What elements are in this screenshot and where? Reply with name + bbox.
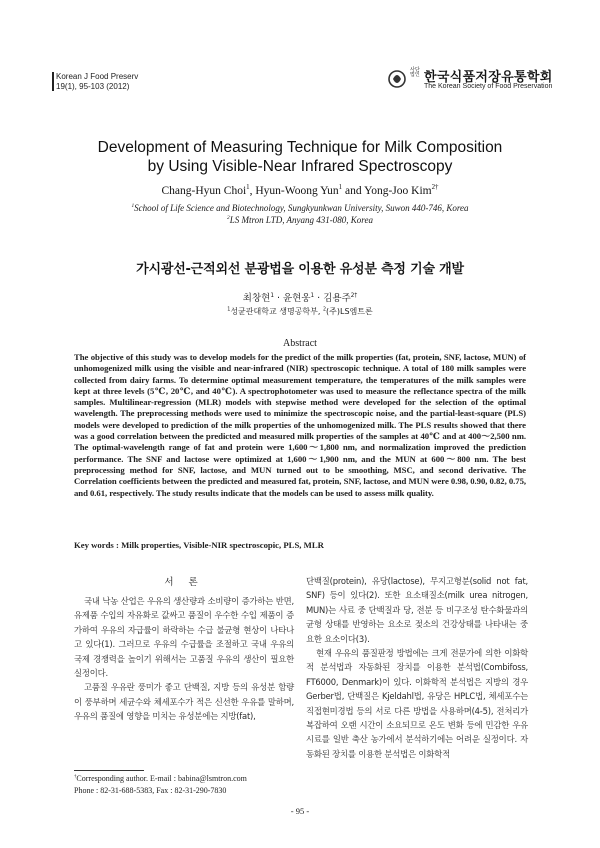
- author-2: Hyun-Woong Yun: [255, 185, 339, 197]
- paragraph: 단백질(protein), 유당(lactose), 무지고형분(solid not fat, SNF) 등이 있다(2). 또한 요소태질소(milk urea nitrogen, MUN)는 사료 중 단백질과 당, 전분 등 비구조성 탄수화물과의 균형 상태를 반영하는 요소로 젖소의 건강상태를 나타내는 중요한 요소이다(3).: [306, 576, 528, 644]
- paragraph: 고품질 우유란 풍미가 좋고 단백질, 지방 등의 유성분 함량이 풍부하며 세균수와 체세포수가 적은 신선한 우유를 말하며, 우유의 품질에 영향을 미치는 유성분에는 지방(fat),: [74, 682, 294, 722]
- korean-author-3: 김용주: [323, 293, 351, 304]
- author-list: [40, 185, 560, 197]
- society-name-korean: 한국식품저장유통학회: [424, 70, 553, 85]
- korean-affiliations: $^1$성균관대학교 생명공학부, $^2$(주)LS엠트론: [227, 307, 373, 316]
- author-1-mark: 1: [246, 184, 250, 192]
- title-line-1: Development of Measuring Technique for Milk Composition: [97, 139, 503, 156]
- paper-title: [40, 138, 560, 176]
- author-separator: ,: [249, 185, 256, 197]
- journal-volume: 19(1), 95-103 (2012): [56, 82, 130, 91]
- keywords-list: Milk properties, Visible-NIR spectroscopic, PLS, MLR: [121, 540, 324, 550]
- korean-author-2: 윤현웅: [283, 293, 311, 304]
- affiliation-2-mark: 2: [227, 214, 230, 221]
- korean-author-list: 최창현$^1$ · 윤현웅$^1$ · 김용주$^{2\dagger}$: [242, 292, 358, 304]
- paragraph: 현재 우유의 품질판정 방법에는 크게 전문가에 의한 이화학적 분석법과 자동화된 장치를 이용한 분석법(Combifoss, FT6000, Denmark)이 있다. 이화학적 분석법은 지방의 경우 Gerber법, 단백질은 Kjeldahl법, 유당은 HPLC법, 체세포수는 직접현미경법 등의 서로 다른 방법을 사용하며(4-5), 전처리가 복잡하여 오랜 시간이 소요되므로 온도 변화 등에 민감한 우유 시료를 일반 축산 농가에서 분석하기에는 어려운 실정이다. 자동화된 장치를 이용한 분석법은 이화학적: [306, 648, 528, 759]
- affiliations: [40, 203, 560, 226]
- body-column-right: [306, 574, 528, 761]
- contact-phone: Phone : 82-31-688-5383, Fax : 82-31-290-7830: [74, 785, 227, 795]
- society-header: [388, 66, 558, 96]
- keywords-label: Key words :: [74, 540, 122, 550]
- author-2-mark: 1: [338, 184, 343, 192]
- affiliation-1: $^1$School of Life Science and Biotechnology, Sungkyunkwan University, Suwon 440-746, Korea: [131, 203, 469, 213]
- footnote: [74, 773, 334, 796]
- affiliation-1-mark: 1: [131, 203, 135, 209]
- introduction-heading: 서 론: [164, 577, 204, 588]
- keywords: [74, 540, 526, 550]
- society-type: 사단법인: [410, 67, 420, 78]
- author-3: Yong-Joo Kim: [364, 185, 432, 197]
- korean-affiliation-1: 성균관대학교 생명공학부,: [230, 307, 323, 316]
- body-column-left: [74, 594, 294, 724]
- journal-bar: [52, 72, 54, 91]
- affiliation-2: $^2$LS Mtron LTD, Anyang 431-080, Korea: [227, 214, 373, 225]
- footnote-mark: †: [74, 774, 77, 780]
- korean-title: 가시광선-근적외선 분광법을 이용한 유성분 측정 기술 개발: [136, 262, 464, 277]
- author-1: Chang-Hyun Choi: [161, 185, 247, 197]
- abstract-text: The objective of this study was to develop models for the predict of the milk properties (fat, protein, SNF, lactose, MUN) of unhomogenized milk using the visible and near-infrared (NIR) spectroscopic technique. A total of 180 milk samples were collected from dairy farms. To determine optimal measurement temperature, the temperatures of the milk samples were kept at three levels (5℃, 20℃, and 40℃). A spectrophotometer was used to measure the reflectance spectra of the milk samples. Multilinear-regression (MLR) models with stepwise method were developed for the selection of the optimal wavelength. The preprocessing methods were used to minimize the spectroscopic noise, and the partial-least-square (PLS) models were developed to prediction of the milk properties of the unhomogenized milk. The PLS results showed that there was a good correlation between the predicted and measured milk properties of the samples at 40℃ and at 400～2,500 nm. The optimal-wavelength range of fat and protein were 1,600～1,800 nm, and normalization improved the prediction performance. The SNF and lactose were optimized at 1,600～1,900 nm, and the MUN at 600～800 nm. The best preprocessing method for SNF, lactose, and MUN turned out to be smoothing, MSC, and second derivative. The Correlation coefficients between the predicted and measured fat, protein, SNF, lactose, and MUN were 0.98, 0.90, 0.82, 0.75, and 0.61, respectively. The study results indicate that the models can be used to assess milk quality.: [74, 352, 526, 498]
- korean-affiliation-2: (주)LS엠트론: [326, 307, 373, 316]
- journal-citation: [56, 72, 138, 92]
- corresponding-author: Corresponding author. E-mail : babina@lsmtron.com: [76, 774, 247, 783]
- journal-name: Korean J Food Preserv: [56, 72, 139, 81]
- footnote-rule: [74, 770, 144, 771]
- paragraph: 국내 낙농 산업은 우유의 생산량과 소비량이 증가하는 반면, 유제품 수입의 자유화로 값싸고 품질이 우수한 수입 제품이 증가하여 우유의 자급률이 하락하는 수급 불균형 현상이 나타나고 있다(1). 그러므로 우유의 수급률을 조절하고 국내 우유의 국제 경쟁력을 높이기 위해서는 고품질 우유의 생산이 필요한 실정이다.: [74, 596, 294, 679]
- abstract-heading: Abstract: [283, 338, 317, 349]
- page-number: - 95 -: [290, 806, 310, 816]
- korean-author-1: 최창현: [242, 293, 271, 304]
- title-line-2: by Using Visible-Near Infrared Spectroscopy: [147, 158, 453, 175]
- society-name-english: The Korean Society of Food Preservation: [424, 83, 553, 90]
- author-3-mark: 2†: [431, 184, 439, 192]
- author-separator: and: [342, 185, 365, 197]
